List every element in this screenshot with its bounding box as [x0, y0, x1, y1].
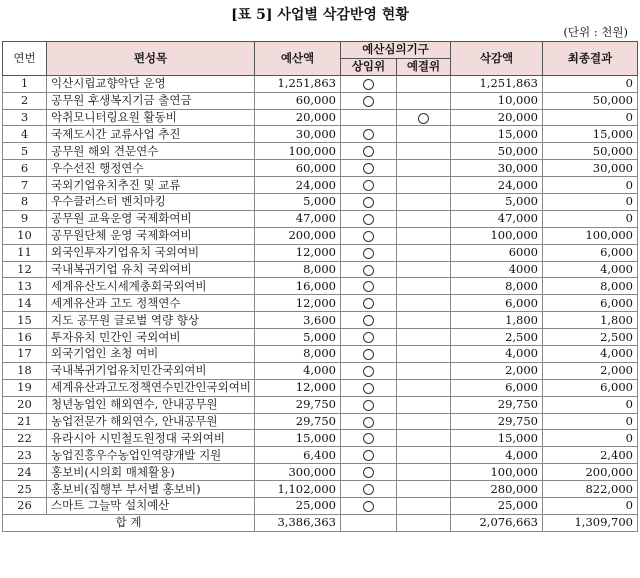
row-number: 25 [3, 481, 47, 498]
row-standing [341, 447, 397, 464]
row-number: 11 [3, 244, 47, 261]
row-item: 외국기업인 초청 여비 [47, 346, 255, 363]
row-number: 19 [3, 379, 47, 396]
header-cut: 삭감액 [451, 42, 543, 76]
total-final: 1,309,700 [543, 514, 638, 531]
row-budget-committee [397, 278, 451, 295]
row-final: 0 [543, 177, 638, 194]
table-row [3, 295, 638, 312]
row-budget-committee [397, 194, 451, 211]
header-standing: 상임위 [341, 58, 397, 75]
row-budget: 3,600 [255, 312, 341, 329]
table-row [3, 143, 638, 160]
row-cut: 15,000 [451, 126, 543, 143]
row-budget-committee [397, 362, 451, 379]
row-budget: 60,000 [255, 160, 341, 177]
row-cut: 24,000 [451, 177, 543, 194]
table-row [3, 278, 638, 295]
row-budget: 29,750 [255, 413, 341, 430]
row-cut: 1,251,863 [451, 75, 543, 92]
row-budget-committee [397, 396, 451, 413]
row-item: 유라시아 시민철도원정대 국외여비 [47, 430, 255, 447]
circle-mark-icon [363, 281, 374, 292]
row-number: 21 [3, 413, 47, 430]
row-final: 0 [543, 498, 638, 515]
header-no: 연번 [3, 42, 47, 76]
row-final: 0 [543, 396, 638, 413]
row-final: 0 [543, 75, 638, 92]
row-item: 우수선진 행정연수 [47, 160, 255, 177]
row-cut: 280,000 [451, 481, 543, 498]
row-budget: 100,000 [255, 143, 341, 160]
row-item: 공무원 교육운영 국제화여비 [47, 210, 255, 227]
row-cut: 6,000 [451, 379, 543, 396]
row-number: 6 [3, 160, 47, 177]
row-number: 20 [3, 396, 47, 413]
row-budget: 12,000 [255, 295, 341, 312]
table-row [3, 177, 638, 194]
row-item: 공무원단체 운영 국제화여비 [47, 227, 255, 244]
row-standing [341, 481, 397, 498]
row-standing [341, 278, 397, 295]
row-budget-committee [397, 160, 451, 177]
row-standing [341, 92, 397, 109]
circle-mark-icon [363, 450, 374, 461]
header-committee: 예산심의기구 [341, 42, 451, 59]
table-row [3, 498, 638, 515]
row-cut: 25,000 [451, 498, 543, 515]
row-number: 5 [3, 143, 47, 160]
row-cut: 15,000 [451, 430, 543, 447]
circle-mark-icon [363, 366, 374, 377]
total-label: 합 계 [3, 514, 255, 531]
table-row [3, 362, 638, 379]
total-row [3, 514, 638, 531]
row-cut: 5,000 [451, 194, 543, 211]
row-standing [341, 194, 397, 211]
row-budget: 6,400 [255, 447, 341, 464]
row-budget: 300,000 [255, 464, 341, 481]
circle-mark-icon [418, 113, 429, 124]
budget-cut-table [2, 41, 638, 532]
row-item: 국내복귀기업유치민간국외여비 [47, 362, 255, 379]
row-budget: 30,000 [255, 126, 341, 143]
row-number: 7 [3, 177, 47, 194]
table-row [3, 194, 638, 211]
row-cut: 6,000 [451, 295, 543, 312]
row-cut: 8,000 [451, 278, 543, 295]
circle-mark-icon [363, 248, 374, 259]
row-final: 50,000 [543, 92, 638, 109]
row-cut: 29,750 [451, 413, 543, 430]
row-budget: 24,000 [255, 177, 341, 194]
row-final: 2,000 [543, 362, 638, 379]
row-standing [341, 126, 397, 143]
row-number: 15 [3, 312, 47, 329]
row-standing [341, 177, 397, 194]
header-final: 최종결과 [543, 42, 638, 76]
row-budget: 4,000 [255, 362, 341, 379]
table-row [3, 413, 638, 430]
row-standing [341, 346, 397, 363]
row-budget: 5,000 [255, 329, 341, 346]
row-final: 0 [543, 210, 638, 227]
row-final: 2,400 [543, 447, 638, 464]
row-budget: 15,000 [255, 430, 341, 447]
row-final: 15,000 [543, 126, 638, 143]
row-budget-committee [397, 295, 451, 312]
circle-mark-icon [363, 214, 374, 225]
table-row [3, 430, 638, 447]
row-standing [341, 160, 397, 177]
row-item: 지도 공무원 글로벌 역량 향상 [47, 312, 255, 329]
row-cut: 29,750 [451, 396, 543, 413]
circle-mark-icon [363, 146, 374, 157]
row-number: 1 [3, 75, 47, 92]
row-budget-committee [397, 143, 451, 160]
row-item: 공무원 해외 견문연수 [47, 143, 255, 160]
row-item: 세계유산도시세계총회국외여비 [47, 278, 255, 295]
row-cut: 4,000 [451, 346, 543, 363]
header-budget-committee: 예결위 [397, 58, 451, 75]
row-number: 16 [3, 329, 47, 346]
row-final: 0 [543, 194, 638, 211]
row-cut: 1,800 [451, 312, 543, 329]
table-row [3, 160, 638, 177]
row-standing [341, 261, 397, 278]
row-number: 22 [3, 430, 47, 447]
row-budget-committee [397, 312, 451, 329]
row-standing [341, 227, 397, 244]
row-final: 0 [543, 430, 638, 447]
circle-mark-icon [363, 129, 374, 140]
row-final: 8,000 [543, 278, 638, 295]
row-item: 청년농업인 해외연수, 안내공무원 [47, 396, 255, 413]
row-budget-committee [397, 177, 451, 194]
row-budget-committee [397, 447, 451, 464]
total-standing-cell [341, 514, 397, 531]
row-standing [341, 498, 397, 515]
row-standing [341, 430, 397, 447]
row-budget-committee [397, 481, 451, 498]
row-number: 26 [3, 498, 47, 515]
row-final: 200,000 [543, 464, 638, 481]
row-standing [341, 329, 397, 346]
row-final: 100,000 [543, 227, 638, 244]
table-title: [표 5] 사업별 삭감반영 현황 [231, 7, 409, 23]
row-item: 국내복귀기업 유치 국외여비 [47, 261, 255, 278]
row-final: 6,000 [543, 379, 638, 396]
table-row [3, 464, 638, 481]
row-item: 홍보비(집행부 부서별 홍보비) [47, 481, 255, 498]
circle-mark-icon [363, 163, 374, 174]
row-standing [341, 295, 397, 312]
header-item: 편성목 [47, 42, 255, 76]
row-number: 8 [3, 194, 47, 211]
row-item: 농업진흥우수농업인역량개발 지원 [47, 447, 255, 464]
row-budget: 1,102,000 [255, 481, 341, 498]
table-row [3, 261, 638, 278]
row-item: 외국인투자기업유치 국외여비 [47, 244, 255, 261]
row-budget: 47,000 [255, 210, 341, 227]
row-number: 4 [3, 126, 47, 143]
row-final: 6,000 [543, 295, 638, 312]
circle-mark-icon [363, 400, 374, 411]
table-row [3, 126, 638, 143]
circle-mark-icon [363, 467, 374, 478]
row-cut: 4000 [451, 261, 543, 278]
row-final: 50,000 [543, 143, 638, 160]
row-final: 822,000 [543, 481, 638, 498]
row-budget-committee [397, 210, 451, 227]
row-budget: 12,000 [255, 379, 341, 396]
row-number: 23 [3, 447, 47, 464]
row-final: 2,500 [543, 329, 638, 346]
table-row [3, 92, 638, 109]
circle-mark-icon [363, 383, 374, 394]
row-budget: 5,000 [255, 194, 341, 211]
row-budget-committee [397, 227, 451, 244]
row-item: 우수클러스터 벤치마킹 [47, 194, 255, 211]
row-budget: 16,000 [255, 278, 341, 295]
circle-mark-icon [363, 417, 374, 428]
row-budget-committee [397, 413, 451, 430]
total-cut: 2,076,663 [451, 514, 543, 531]
circle-mark-icon [363, 332, 374, 343]
row-cut: 50,000 [451, 143, 543, 160]
row-item: 농업전문가 해외연수, 안내공무원 [47, 413, 255, 430]
row-standing [341, 244, 397, 261]
row-budget-committee [397, 75, 451, 92]
row-final: 30,000 [543, 160, 638, 177]
row-cut: 100,000 [451, 464, 543, 481]
row-budget-committee [397, 498, 451, 515]
row-item: 악취모니터링요원 활동비 [47, 109, 255, 126]
table-row [3, 447, 638, 464]
row-budget: 60,000 [255, 92, 341, 109]
circle-mark-icon [363, 315, 374, 326]
row-item: 공무원 후생복지기금 출연금 [47, 92, 255, 109]
row-budget-committee [397, 261, 451, 278]
row-budget-committee [397, 109, 451, 126]
row-standing [341, 413, 397, 430]
row-final: 1,800 [543, 312, 638, 329]
row-item: 국제도시간 교류사업 추진 [47, 126, 255, 143]
circle-mark-icon [363, 231, 374, 242]
row-cut: 4,000 [451, 447, 543, 464]
row-standing [341, 396, 397, 413]
row-number: 9 [3, 210, 47, 227]
row-budget-committee [397, 126, 451, 143]
circle-mark-icon [363, 298, 374, 309]
row-cut: 20,000 [451, 109, 543, 126]
row-item: 세계유산과고도정책연수민간인국외여비 [47, 379, 255, 396]
table-row [3, 379, 638, 396]
row-item: 홍보비(시의회 매체활용) [47, 464, 255, 481]
row-number: 13 [3, 278, 47, 295]
row-final: 0 [543, 413, 638, 430]
circle-mark-icon [363, 180, 374, 191]
circle-mark-icon [363, 197, 374, 208]
total-budget: 3,386,363 [255, 514, 341, 531]
row-cut: 6000 [451, 244, 543, 261]
circle-mark-icon [363, 349, 374, 360]
circle-mark-icon [363, 501, 374, 512]
row-item: 투자유치 민간인 국외여비 [47, 329, 255, 346]
row-number: 10 [3, 227, 47, 244]
row-budget-committee [397, 379, 451, 396]
row-budget-committee [397, 346, 451, 363]
row-budget-committee [397, 329, 451, 346]
row-cut: 100,000 [451, 227, 543, 244]
row-standing [341, 312, 397, 329]
row-final: 4,000 [543, 346, 638, 363]
row-budget-committee [397, 92, 451, 109]
row-budget-committee [397, 430, 451, 447]
row-cut: 2,500 [451, 329, 543, 346]
row-standing [341, 109, 397, 126]
row-budget: 20,000 [255, 109, 341, 126]
table-row [3, 109, 638, 126]
table-row [3, 244, 638, 261]
row-number: 3 [3, 109, 47, 126]
row-number: 14 [3, 295, 47, 312]
table-row [3, 329, 638, 346]
row-budget: 25,000 [255, 498, 341, 515]
table-row [3, 75, 638, 92]
row-standing [341, 143, 397, 160]
row-number: 12 [3, 261, 47, 278]
row-budget-committee [397, 464, 451, 481]
total-budget-committee-cell [397, 514, 451, 531]
circle-mark-icon [363, 433, 374, 444]
row-item: 스마트 그늘막 설치예산 [47, 498, 255, 515]
row-budget: 1,251,863 [255, 75, 341, 92]
row-standing [341, 464, 397, 481]
header-budget: 예산액 [255, 42, 341, 76]
circle-mark-icon [363, 265, 374, 276]
circle-mark-icon [363, 79, 374, 90]
row-cut: 30,000 [451, 160, 543, 177]
row-standing [341, 379, 397, 396]
row-budget: 29,750 [255, 396, 341, 413]
row-item: 익산시립교향악단 운영 [47, 75, 255, 92]
row-number: 17 [3, 346, 47, 363]
row-budget-committee [397, 244, 451, 261]
row-budget: 8,000 [255, 261, 341, 278]
row-item: 세계유산과 고도 정책연수 [47, 295, 255, 312]
row-cut: 47,000 [451, 210, 543, 227]
row-final: 6,000 [543, 244, 638, 261]
table-row [3, 396, 638, 413]
row-item: 국외기업유치추진 및 교류 [47, 177, 255, 194]
row-number: 24 [3, 464, 47, 481]
row-standing [341, 75, 397, 92]
table-row [3, 346, 638, 363]
circle-mark-icon [363, 96, 374, 107]
row-budget: 8,000 [255, 346, 341, 363]
circle-mark-icon [363, 484, 374, 495]
row-number: 2 [3, 92, 47, 109]
row-final: 4,000 [543, 261, 638, 278]
table-row [3, 481, 638, 498]
row-number: 18 [3, 362, 47, 379]
row-cut: 10,000 [451, 92, 543, 109]
row-standing [341, 362, 397, 379]
table-row [3, 312, 638, 329]
row-budget: 12,000 [255, 244, 341, 261]
table-row [3, 210, 638, 227]
row-standing [341, 210, 397, 227]
row-cut: 2,000 [451, 362, 543, 379]
row-budget: 200,000 [255, 227, 341, 244]
row-final: 0 [543, 109, 638, 126]
unit-note: (단위 : 천원) [563, 25, 628, 39]
table-row [3, 227, 638, 244]
